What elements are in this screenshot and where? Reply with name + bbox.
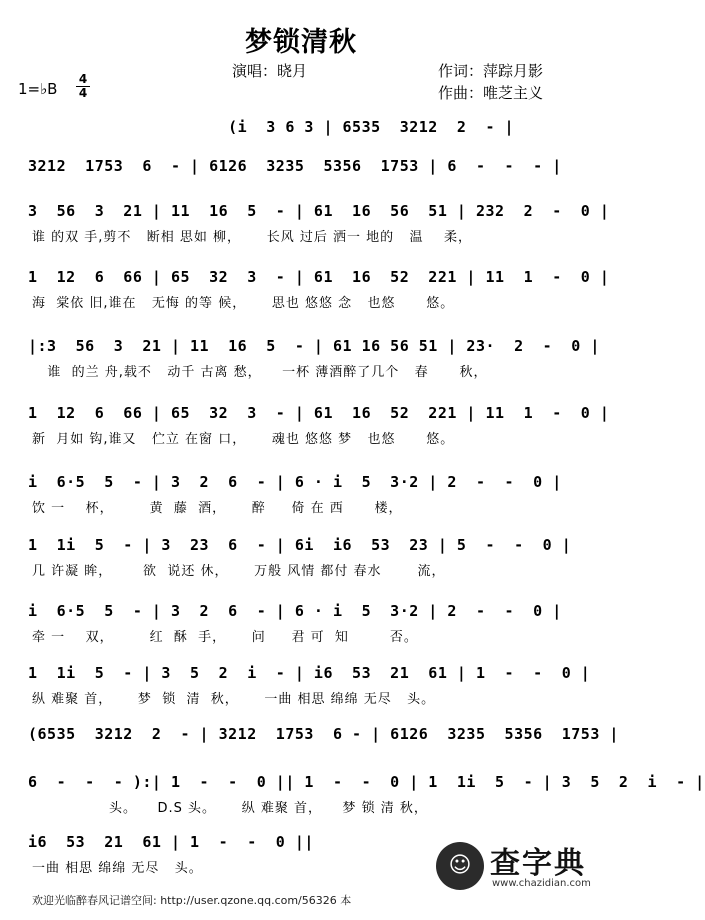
- footer-note: 欢迎光临醉春风记谱空间: http://user.qzone.qq.com/56326 本: [32, 894, 352, 907]
- score-line-3: [0, 202, 610, 258]
- site-logo[interactable]: [430, 838, 600, 898]
- notation: 6 - - - ):| 1 - - 0 || 1 - - 0 | 1 1i 5 - | 3 5 2 i - |: [28, 773, 705, 791]
- notation: 1 1i 5 - | 3 23 6 - | 6i i6 53 23 | 5 - - 0 |: [28, 536, 572, 554]
- lyrics: 牵 一 双， 红 酥 手， 问 君 可 知 否。: [32, 630, 418, 645]
- lyrics: 海 棠依 旧,谁在 无悔 的等 候， 思也 悠悠 念 也悠 悠。: [32, 296, 455, 311]
- notation: 3 56 3 21 | 11 16 5 - | 61 16 56 51 | 232 2 - 0 |: [28, 202, 610, 220]
- score-line-7: [0, 473, 602, 529]
- song-title: 梦锁清秋: [245, 27, 357, 58]
- notation: i 6·5 5 - | 3 2 6 - | 6 · i 5 3·2 | 2 - - 0 |: [28, 473, 562, 491]
- notation: (6535 3212 2 - | 3212 1753 6 - | 6126 3235 5356 1753 |: [28, 725, 619, 743]
- score-line-10: [0, 664, 602, 720]
- score-line-4: [0, 268, 610, 324]
- lyrics: 饮 一 杯， 黄 藤 酒， 醉 倚 在 西 楼，: [32, 501, 403, 516]
- notation: i6 53 21 61 | 1 - - 0 ||: [28, 833, 314, 851]
- notation: 1 1i 5 - | 3 5 2 i - | i6 53 21 61 | 1 - - 0 |: [28, 664, 591, 682]
- lyrics: 谁 的兰 舟,载不 动千 古离 愁， 一杯 薄酒醉了几个 春 秋，: [32, 365, 488, 380]
- key-signature: 1=♭B: [18, 80, 58, 98]
- time-signature: [76, 74, 90, 99]
- score-line-5: [0, 337, 602, 393]
- composer-credit: 作曲：唯芝主义: [438, 84, 544, 102]
- lyrics: 头。 D.S 头。 纵 难聚 首， 梦 锁 清 秋，: [32, 801, 428, 816]
- notation: |:3 56 3 21 | 11 16 5 - | 61 16 56 51 | 23· 2 - 0 |: [28, 337, 600, 355]
- score-line-9: [0, 602, 602, 658]
- lyricist-credit: 作词：萍踪月影: [438, 62, 544, 80]
- graduate-face-icon: ☺: [436, 842, 484, 890]
- score-line-6: [0, 404, 610, 460]
- time-signature-bottom: 4: [78, 86, 88, 100]
- notation: i 6·5 5 - | 3 2 6 - | 6 · i 5 3·2 | 2 - - 0 |: [28, 602, 562, 620]
- notation: 3212 1753 6 - | 6126 3235 5356 1753 | 6 - - - |: [28, 157, 562, 175]
- notation: 1 12 6 66 | 65 32 3 - | 61 16 52 221 | 11 1 - 0 |: [28, 268, 610, 286]
- notation: 1 12 6 66 | 65 32 3 - | 61 16 52 221 | 11 1 - 0 |: [28, 404, 610, 422]
- logo-url: www.chazidian.com: [492, 878, 591, 889]
- notation: (i 3 6 3 | 6535 3212 2 - |: [28, 118, 515, 136]
- score-line-12: [0, 773, 705, 829]
- time-signature-top: 4: [78, 72, 88, 86]
- lyrics: 谁 的双 手,剪不 断相 思如 柳， 长风 过后 洒一 地的 温 柔，: [32, 230, 473, 245]
- lyrics: 一曲 相思 绵绵 无尽 头。: [32, 861, 203, 876]
- singer-credit: 演唱：晓月: [232, 62, 308, 80]
- lyrics: 新 月如 钩,谁又 伫立 在窗 口， 魂也 悠悠 梦 也悠 悠。: [32, 432, 455, 447]
- lyrics: 纵 难聚 首， 梦 锁 清 秋， 一曲 相思 绵绵 无尽 头。: [32, 692, 436, 707]
- lyrics: 几 许凝 眸， 欲 说还 休， 万般 风情 都付 春水 流，: [32, 564, 446, 579]
- logo-text: 查字典: [490, 846, 586, 881]
- score-line-8: [0, 536, 602, 592]
